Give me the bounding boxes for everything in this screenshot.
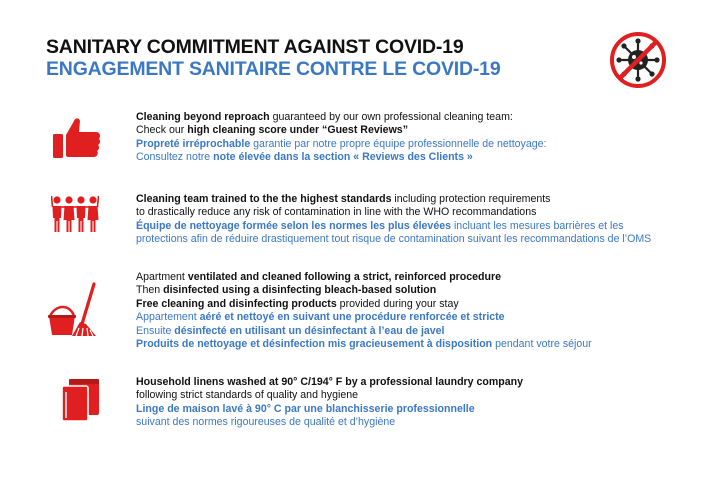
bold-text: ventilated and cleaned following a strict, reinforced procedure bbox=[187, 271, 502, 283]
page-title: SANITARY COMMITMENT AGAINST COVID-19 bbox=[46, 36, 464, 58]
section-apartment bbox=[136, 271, 706, 351]
bold-text: Propreté irréprochable bbox=[136, 137, 251, 150]
text: Consultez notre bbox=[136, 151, 214, 164]
text: garantie par notre propre équipe professionnelle de nettoyage: bbox=[250, 137, 547, 150]
text-line bbox=[136, 389, 706, 402]
text-line bbox=[136, 338, 706, 351]
text-line bbox=[136, 325, 706, 338]
text-line bbox=[136, 193, 706, 206]
cleaning-team-icon bbox=[51, 194, 99, 234]
text: Then bbox=[136, 284, 164, 297]
text-line bbox=[136, 220, 706, 233]
text-line bbox=[136, 284, 706, 297]
text-line bbox=[136, 233, 706, 246]
text: following strict standards of quality and hygiene bbox=[136, 389, 359, 402]
bold-text: high cleaning score under “Guest Reviews” bbox=[187, 124, 408, 137]
text: incluant les mesures barrières et les bbox=[451, 219, 624, 232]
text-line bbox=[136, 311, 706, 324]
thumbs-up-icon bbox=[52, 116, 102, 160]
text-line bbox=[136, 298, 706, 311]
bold-text: Cleaning beyond reproach bbox=[136, 111, 270, 123]
linens-icon bbox=[60, 378, 102, 422]
section-team bbox=[136, 193, 706, 247]
bold-text: disinfected using a disinfecting bleach-based solution bbox=[163, 284, 437, 297]
text-line bbox=[136, 206, 706, 219]
text: guaranteed by our own professional cleaning team: bbox=[269, 111, 513, 123]
bold-text: Cleaning team trained to the the highest standards bbox=[136, 193, 392, 205]
bold-text: Linge de maison lavé à 90° C par une blanchisserie professionnelle bbox=[136, 402, 475, 415]
text-line bbox=[136, 416, 706, 429]
section-cleaning bbox=[136, 111, 706, 165]
text: Apartment bbox=[136, 271, 188, 283]
no-virus-icon bbox=[608, 30, 668, 90]
text: suivant des normes rigoureuses de qualité et d’hygiène bbox=[136, 416, 396, 429]
text-line bbox=[136, 111, 706, 124]
text: to drastically reduce any risk of contamination in line with the WHO recommandations bbox=[136, 206, 537, 219]
text-line bbox=[136, 124, 706, 137]
section-linens bbox=[136, 376, 706, 430]
text: pendant votre séjour bbox=[492, 338, 592, 351]
text-line bbox=[136, 138, 706, 151]
bold-text: Équipe de nettoyage formée selon les normes les plus élevées bbox=[136, 219, 451, 232]
bold-text: aéré et nettoyé en suivant une procédure renforcée et stricte bbox=[199, 311, 505, 324]
text-line bbox=[136, 403, 706, 416]
bold-text: note élevée dans la section « Reviews des Clients » bbox=[213, 151, 473, 164]
text: including protection requirements bbox=[391, 193, 551, 205]
text: provided during your stay bbox=[336, 297, 459, 310]
text: Appartement bbox=[136, 311, 200, 324]
bold-text: Free cleaning and disinfecting products bbox=[136, 297, 337, 310]
bold-text: désinfecté en utilisant un désinfectant à l’eau de javel bbox=[174, 324, 445, 337]
text-line bbox=[136, 151, 706, 164]
text-line bbox=[136, 376, 706, 389]
bold-text: Produits de nettoyage et désinfection mis gracieusement à disposition bbox=[136, 338, 493, 351]
text: protections afin de réduire drastiquement tout risque de contamination suivant les recommandations de l’OMS bbox=[136, 233, 652, 246]
bold-text: Household linens washed at 90° C/194° F by a professional laundry company bbox=[136, 376, 524, 388]
text-line bbox=[136, 271, 706, 284]
text: Check our bbox=[136, 124, 188, 137]
page-subtitle: ENGAGEMENT SANITAIRE CONTRE LE COVID-19 bbox=[46, 58, 501, 80]
bucket-mop-icon bbox=[46, 282, 102, 338]
text: Ensuite bbox=[136, 324, 175, 337]
